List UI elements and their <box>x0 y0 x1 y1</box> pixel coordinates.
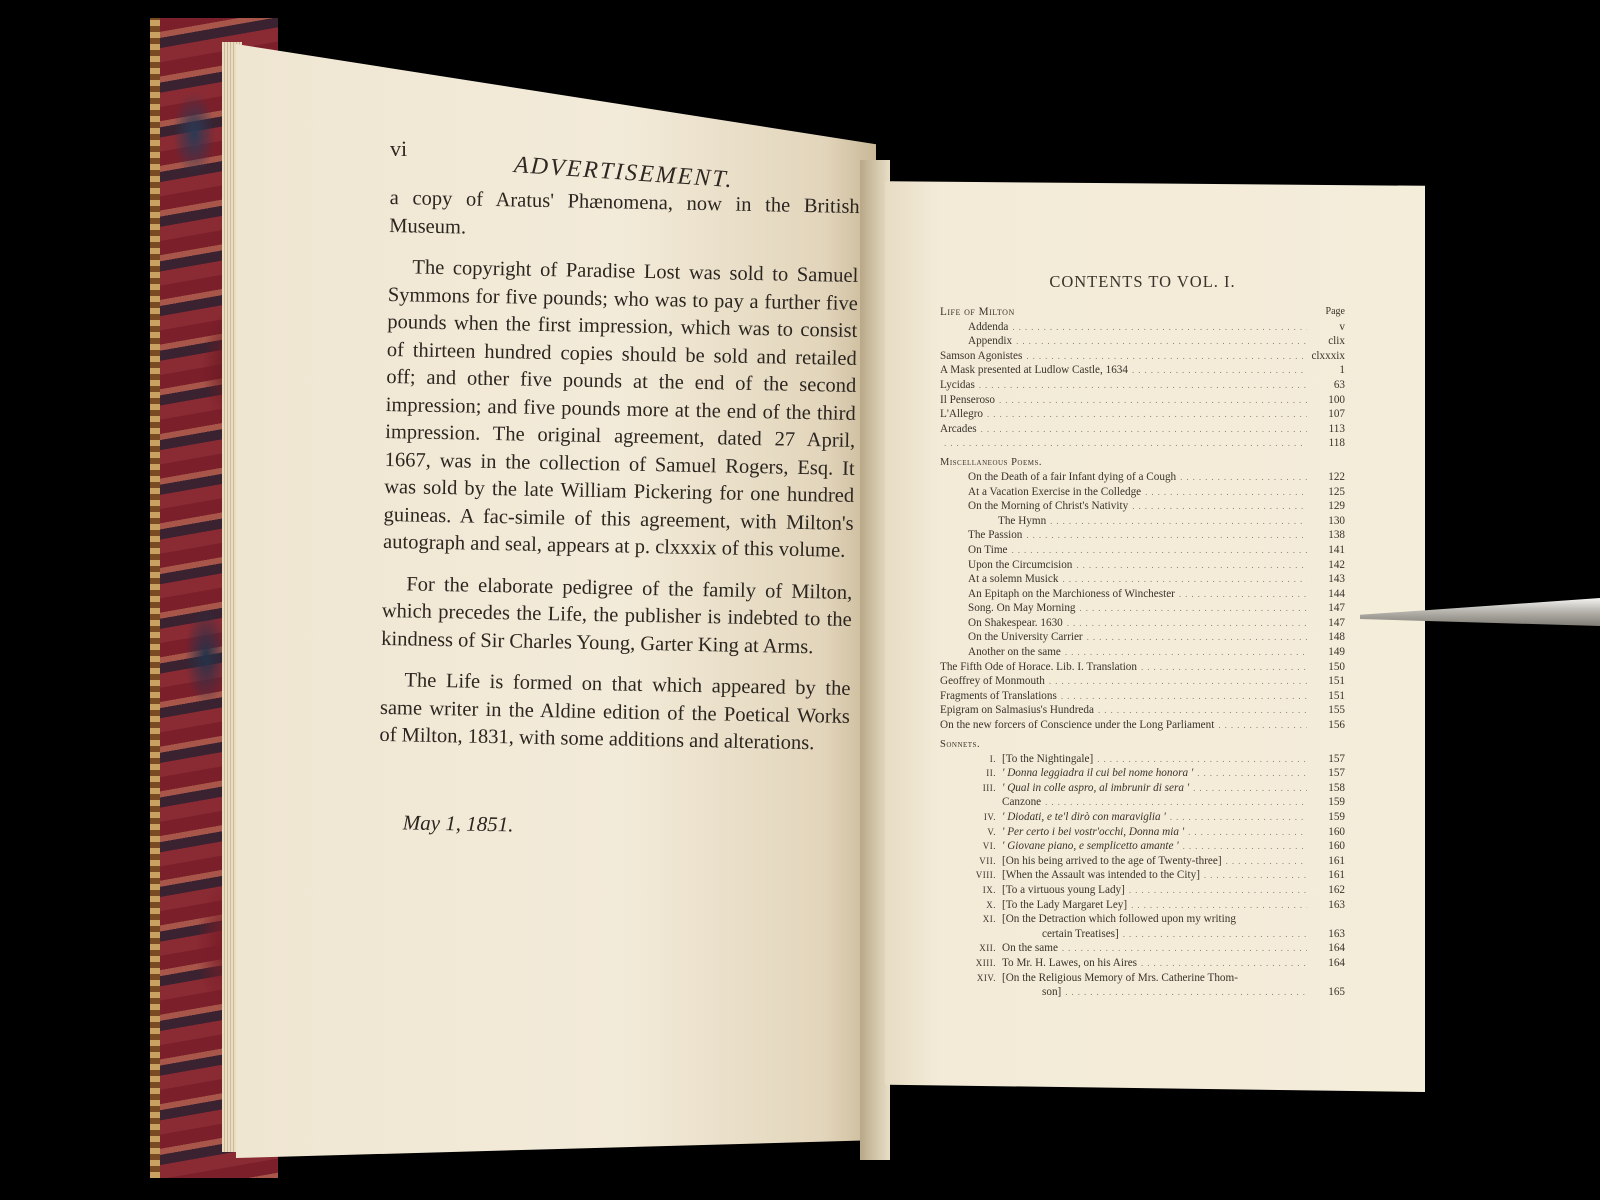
leader-dots <box>1087 630 1307 645</box>
leader-dots <box>1080 601 1307 616</box>
leader-dots <box>1012 320 1307 335</box>
contents-entry <box>940 718 1345 733</box>
sonnet-number: VIII. <box>975 870 996 881</box>
entry-page: 150 <box>1328 660 1345 673</box>
paragraph: For the elaborate pedigree of the family of Milton, which precedes the Life, the publisher is indebted to the kindness of Sir Charles Young, Garter King at Arms. <box>381 572 853 658</box>
entry-title: The Hymn <box>998 514 1047 527</box>
entry-page: 163 <box>1328 898 1345 911</box>
entry-page: 144 <box>1328 587 1345 600</box>
entry-page: 142 <box>1328 558 1345 571</box>
entry-title: The Fifth Ode of Horace. Lib. I. Translation <box>940 660 1137 673</box>
leader-dots <box>1123 927 1307 942</box>
contents-entry <box>940 825 1345 840</box>
main-entries <box>940 305 1345 451</box>
leader-dots <box>1197 766 1307 781</box>
contents-entry <box>940 572 1345 587</box>
section-heading: Miscellaneous Poems. <box>940 456 1042 468</box>
entry-title: X. [To the Lady Margaret Ley] <box>940 898 1127 913</box>
contents-entry <box>940 378 1345 393</box>
date-line: May 1, 1851. <box>402 809 514 836</box>
contents-entry <box>940 514 1345 529</box>
contents-list <box>940 272 1345 1000</box>
entry-title: Another on the same <box>968 646 1061 659</box>
contents-entry <box>940 927 1345 942</box>
entry-page: 148 <box>1328 631 1345 644</box>
entry-title: Lycidas <box>940 378 975 391</box>
leader-dots <box>944 436 1307 451</box>
leader-dots <box>1170 810 1307 825</box>
leader-dots <box>1132 499 1307 514</box>
leader-dots <box>1218 718 1307 733</box>
entry-title: IX. [To a virtuous young Lady] <box>940 883 1125 898</box>
entry-title: The Passion <box>968 529 1023 542</box>
leader-dots <box>1067 616 1307 631</box>
entry-title: V. ' Per certo i bei vostr'occhi, Donna mia ' <box>940 825 1184 840</box>
paragraph: The Life is formed on that which appeared by the same writer in the Aldine edition of the Poetical Works of Milton, 1831, with some additions and alterations. <box>379 669 851 755</box>
sonnet-number: XI. <box>982 914 996 925</box>
entry-page: clix <box>1328 335 1345 348</box>
leader-dots <box>1132 363 1307 378</box>
advertisement-text <box>378 185 860 843</box>
leader-dots <box>1062 572 1307 587</box>
leader-dots <box>1145 485 1307 500</box>
entry-page: 147 <box>1328 616 1345 629</box>
leader-dots <box>1226 854 1307 869</box>
sonnet-number: XIV. <box>976 972 996 983</box>
leader-dots <box>1129 883 1307 898</box>
section-heading: Sonnets. <box>940 738 981 750</box>
sonnet-number: VI. <box>982 841 996 852</box>
entry-title: On the new forcers of Conscience under the Long Parliament <box>940 719 1215 732</box>
entry-title: On Shakespear. 1630 <box>968 616 1063 629</box>
entry-page: 161 <box>1328 854 1345 867</box>
contents-entry <box>940 601 1345 616</box>
entry-page: 151 <box>1328 675 1345 688</box>
sonnet-number: I. <box>989 753 996 764</box>
entry-page: 129 <box>1328 500 1345 513</box>
entry-title: On the Death of a fair Infant dying of a Cough <box>968 470 1177 483</box>
entry-title: Il Penseroso <box>940 393 995 406</box>
entry-title: L'Allegro <box>940 408 984 421</box>
contents-entry <box>940 616 1345 631</box>
sonnet-number: IX. <box>982 884 996 895</box>
paragraph: The copyright of Paradise Lost was sold to Samuel Symmons for five pounds; who was to pay a further five pounds when the first impression, which was to consist of thirteen hundred copies should be sold and retailed off; and other five pounds at the end of the second impression; and five pounds more at the end of the third impression. The original agreement, dated 27 April, 1667, was in the collection of Samuel Rogers, Esq. It was sold by the late William Pickering for one hundred guineas. A fac-simile of this agreement, with Milton's autograph and seal, appears at p. clxxxix of this volume. <box>382 256 859 562</box>
entry-title: Arcades <box>940 422 977 435</box>
entry-page: 118 <box>1328 437 1345 450</box>
contents-entry <box>940 941 1345 956</box>
leader-dots <box>1061 689 1307 704</box>
entry-page: 141 <box>1328 543 1345 556</box>
leader-dots <box>1098 703 1307 718</box>
sonnet-number: XII. <box>979 943 996 954</box>
leader-dots <box>1180 470 1307 485</box>
entry-page: 122 <box>1328 470 1345 483</box>
entry-title: XI. [On the Detraction which followed upon my writing <box>940 912 1236 927</box>
leader-dots <box>1183 839 1307 854</box>
entry-title: On the University Carrier <box>968 631 1083 644</box>
sonnet-number: V. <box>987 826 996 837</box>
contents-entry <box>940 363 1345 378</box>
contents-entry <box>940 393 1345 408</box>
entry-page: 149 <box>1328 646 1345 659</box>
entry-title: III. ' Qual in colle aspro, al imbrunir di sera ' <box>940 781 1189 796</box>
contents-entry <box>940 985 1345 1000</box>
gilt-edge <box>150 18 160 1178</box>
entry-title: VII. [On his being arrived to the age of Twenty-three] <box>940 854 1222 869</box>
contents-title: CONTENTS TO VOL. I. <box>1049 272 1236 291</box>
entry-page: 107 <box>1328 408 1345 421</box>
leader-dots <box>999 393 1307 408</box>
leader-dots <box>1131 898 1307 913</box>
entry-title: Life of Milton <box>940 306 1015 318</box>
contents-entry <box>940 349 1345 364</box>
leader-dots <box>981 422 1307 437</box>
page-column-heading: Page <box>1325 306 1345 317</box>
leader-dots <box>1016 334 1307 349</box>
leader-dots <box>1179 587 1307 602</box>
entry-title: Epigram on Salmasius's Hundreda <box>940 704 1094 717</box>
contents-entry <box>940 883 1345 898</box>
entry-page: 138 <box>1328 529 1345 542</box>
entry-page: 163 <box>1328 927 1345 940</box>
contents-entry <box>940 854 1345 869</box>
paragraph: a copy of Aratus' Phænomena, now in the British Museum. <box>389 186 860 238</box>
entry-page: 156 <box>1328 719 1345 732</box>
entry-title: An Epitaph on the Marchioness of Winchester <box>968 587 1175 600</box>
entry-title: Geoffrey of Monmouth <box>940 675 1045 688</box>
leader-dots <box>1049 674 1307 689</box>
entry-title: IV. ' Diodati, e te'l dirò con maraviglia ' <box>940 810 1166 825</box>
entry-title: XII. On the same <box>940 941 1058 956</box>
entry-page: 164 <box>1328 956 1345 969</box>
entry-page: 125 <box>1328 485 1345 498</box>
leader-dots <box>1011 543 1307 558</box>
contents-entry <box>940 898 1345 913</box>
entry-page: 161 <box>1328 869 1345 882</box>
entry-page: 143 <box>1328 573 1345 586</box>
entry-page: clxxxix <box>1311 349 1345 362</box>
entry-page: 160 <box>1328 840 1345 853</box>
running-head: ADVERTISEMENT. <box>513 152 735 194</box>
misc-entries <box>940 470 1345 733</box>
leader-dots <box>1065 645 1307 660</box>
sonnet-number: IV. <box>983 812 996 822</box>
contents-entry <box>940 528 1345 543</box>
contents-entry <box>940 912 1345 927</box>
entry-page: 147 <box>1328 602 1345 615</box>
leader-dots <box>987 407 1307 422</box>
entry-page: 157 <box>1328 767 1345 780</box>
contents-entry <box>940 334 1345 349</box>
entry-page: 162 <box>1328 883 1345 896</box>
sonnet-number: VII. <box>979 855 996 866</box>
leader-dots <box>1076 558 1307 573</box>
leader-dots <box>1188 825 1307 840</box>
contents-entry <box>940 839 1345 854</box>
entry-title: Song. On May Morning <box>968 602 1076 615</box>
entry-title: At a solemn Musick <box>968 573 1059 586</box>
contents-entry <box>940 703 1345 718</box>
entry-title: VI. ' Giovane piano, e semplicetto amante ' <box>940 839 1179 854</box>
entry-title: XIII. To Mr. H. Lawes, on his Aires <box>940 956 1137 971</box>
entry-page: 155 <box>1328 704 1345 717</box>
entry-page: 160 <box>1328 825 1345 838</box>
entry-title: certain Treatises] <box>1042 927 1119 940</box>
contents-entry <box>940 674 1345 689</box>
entry-title: A Mask presented at Ludlow Castle, 1634 <box>940 364 1128 377</box>
leader-dots <box>1141 660 1307 675</box>
entry-page: 63 <box>1333 378 1345 391</box>
leader-dots <box>1045 795 1307 810</box>
page-number: vi <box>390 136 408 161</box>
entry-title: On the Morning of Christ's Nativity <box>968 500 1129 513</box>
contents-entry <box>940 956 1345 971</box>
contents-entry <box>940 422 1345 437</box>
entry-page: 157 <box>1328 752 1345 765</box>
contents-entry <box>940 630 1345 645</box>
contents-entry <box>940 689 1345 704</box>
leader-dots <box>1065 985 1307 1000</box>
contents-entry <box>940 558 1345 573</box>
entry-title: Samson Agonistes <box>940 349 1023 362</box>
sonnet-number: II. <box>986 768 996 779</box>
leader-dots <box>1141 956 1307 971</box>
contents-entry <box>940 868 1345 883</box>
entry-title: I. [To the Nightingale] <box>940 752 1093 767</box>
contents-entry <box>940 485 1345 500</box>
leader-dots <box>1097 752 1307 767</box>
sonnet-number: XIII. <box>975 957 996 968</box>
leader-dots <box>1050 514 1307 529</box>
sonnet-entries <box>940 752 1345 1000</box>
contents-entry <box>940 436 1345 451</box>
entry-page: 151 <box>1328 689 1345 702</box>
contents-entry <box>940 587 1345 602</box>
entry-title: Canzone <box>1002 796 1042 809</box>
contents-entry <box>940 971 1345 986</box>
entry-page: v <box>1339 320 1345 333</box>
entry-page: 159 <box>1328 796 1345 809</box>
entry-page: 100 <box>1328 393 1345 406</box>
entry-page: 130 <box>1328 514 1345 527</box>
contents-entry <box>940 543 1345 558</box>
contents-entry <box>940 810 1345 825</box>
sonnet-number: X. <box>986 899 996 910</box>
entry-title: Appendix <box>968 335 1013 348</box>
entry-title: Upon the Circumcision <box>968 558 1073 571</box>
sonnet-number: III. <box>982 782 996 793</box>
contents-entry <box>940 752 1345 767</box>
entry-title: Addenda <box>968 320 1009 333</box>
contents-entry <box>940 470 1345 485</box>
leader-dots <box>1062 941 1307 956</box>
leader-dots <box>1193 781 1307 796</box>
entry-page: 1 <box>1339 364 1345 377</box>
contents-entry <box>940 499 1345 514</box>
entry-title: II. ' Donna leggiadra il cui bel nome honora ' <box>940 766 1193 781</box>
entry-page: 159 <box>1328 811 1345 823</box>
contents-entry <box>940 660 1345 675</box>
entry-title: Fragments of Translations <box>940 689 1057 702</box>
entry-page: 164 <box>1328 942 1345 955</box>
contents-entry <box>940 407 1345 422</box>
entry-title: XIV. [On the Religious Memory of Mrs. Catherine Thom- <box>940 971 1238 986</box>
contents-entry <box>940 320 1345 335</box>
entry-page: 165 <box>1328 986 1345 999</box>
entry-title: son] <box>1042 986 1062 999</box>
leader-dots <box>1026 349 1307 364</box>
leader-dots <box>979 378 1307 393</box>
leader-dots <box>1026 528 1307 543</box>
entry-title: On Time <box>968 543 1008 556</box>
entry-page: 113 <box>1328 422 1345 435</box>
contents-entry <box>940 795 1345 810</box>
entry-title: VIII. [When the Assault was intended to the City] <box>940 868 1200 883</box>
entry-title: At a Vacation Exercise in the Colledge <box>968 485 1142 498</box>
contents-entry <box>940 645 1345 660</box>
contents-entry <box>940 766 1345 781</box>
contents-entry <box>940 781 1345 796</box>
entry-page: 158 <box>1328 781 1345 794</box>
contents-entry <box>940 305 1345 320</box>
leader-dots <box>1204 868 1307 883</box>
